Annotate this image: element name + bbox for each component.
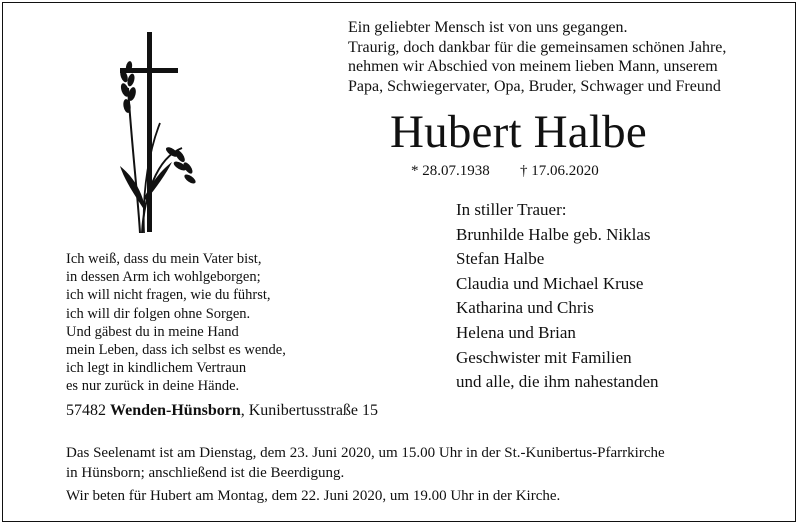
mourners-heading: In stiller Trauer: xyxy=(456,200,567,219)
poem xyxy=(66,250,286,396)
address-street: , Kunibertusstraße 15 xyxy=(240,402,379,419)
address xyxy=(66,402,378,420)
intro-text xyxy=(348,18,788,96)
funeral-notice xyxy=(66,443,665,483)
intro-line: nehmen wir Abschied von meinem lieben Mann, unserem xyxy=(348,58,718,76)
notice-line: in Hünsborn; anschließend ist die Beerdigung. xyxy=(66,465,345,481)
mourner-name: und alle, die ihm nahestanden xyxy=(456,372,659,392)
poem-line: in dessen Arm ich wohlgeborgen; xyxy=(66,269,261,286)
address-zip: 57482 xyxy=(66,402,106,419)
poem-line: ich legt in kindlichem Vertraun xyxy=(66,360,247,377)
mourner-name: Stefan Halbe xyxy=(456,249,545,269)
intro-line: Traurig, doch dankbar für die gemeinsamen schönen Jahre, xyxy=(348,38,727,56)
prayer-notice: Wir beten für Hubert am Montag, dem 22. Juni 2020, um 19.00 Uhr in der Kirche. xyxy=(66,488,561,504)
poem-line: mein Leben, dass ich selbst es wende, xyxy=(66,342,286,359)
intro-line: Ein geliebter Mensch ist von uns gegangen. xyxy=(348,19,628,36)
mourner-name: Katharina und Chris xyxy=(456,298,594,318)
poem-line: Und gäbest du in meine Hand xyxy=(66,323,239,340)
cross-with-wheat-icon xyxy=(110,28,200,238)
mourner-name: Claudia und Michael Kruse xyxy=(456,273,644,293)
mourner-name: Brunhilde Halbe geb. Niklas xyxy=(456,224,651,244)
mourner-name: Helena und Brian xyxy=(456,322,576,342)
mourner-name: Geschwister mit Familien xyxy=(456,347,632,367)
death-date: † 17.06.2020 xyxy=(520,163,599,179)
address-town: Wenden-Hünsborn xyxy=(110,402,241,419)
mourners-list xyxy=(456,198,659,395)
poem-line: es nur zurück in deine Hände. xyxy=(66,378,240,395)
poem-line: ich will dir folgen ohne Sorgen. xyxy=(66,305,251,322)
deceased-name: Hubert Halbe xyxy=(390,106,647,158)
notice-line: Das Seelenamt ist am Dienstag, dem 23. Juni 2020, um 15.00 Uhr in der St.-Kunibertus-Pfarrkirche xyxy=(66,445,665,461)
birth-date: * 28.07.1938 xyxy=(411,163,490,179)
intro-line: Papa, Schwiegervater, Opa, Bruder, Schwager und Freund xyxy=(348,77,721,95)
poem-line: Ich weiß, dass du mein Vater bist, xyxy=(66,251,262,267)
poem-line: ich will nicht fragen, wie du führst, xyxy=(66,287,271,304)
